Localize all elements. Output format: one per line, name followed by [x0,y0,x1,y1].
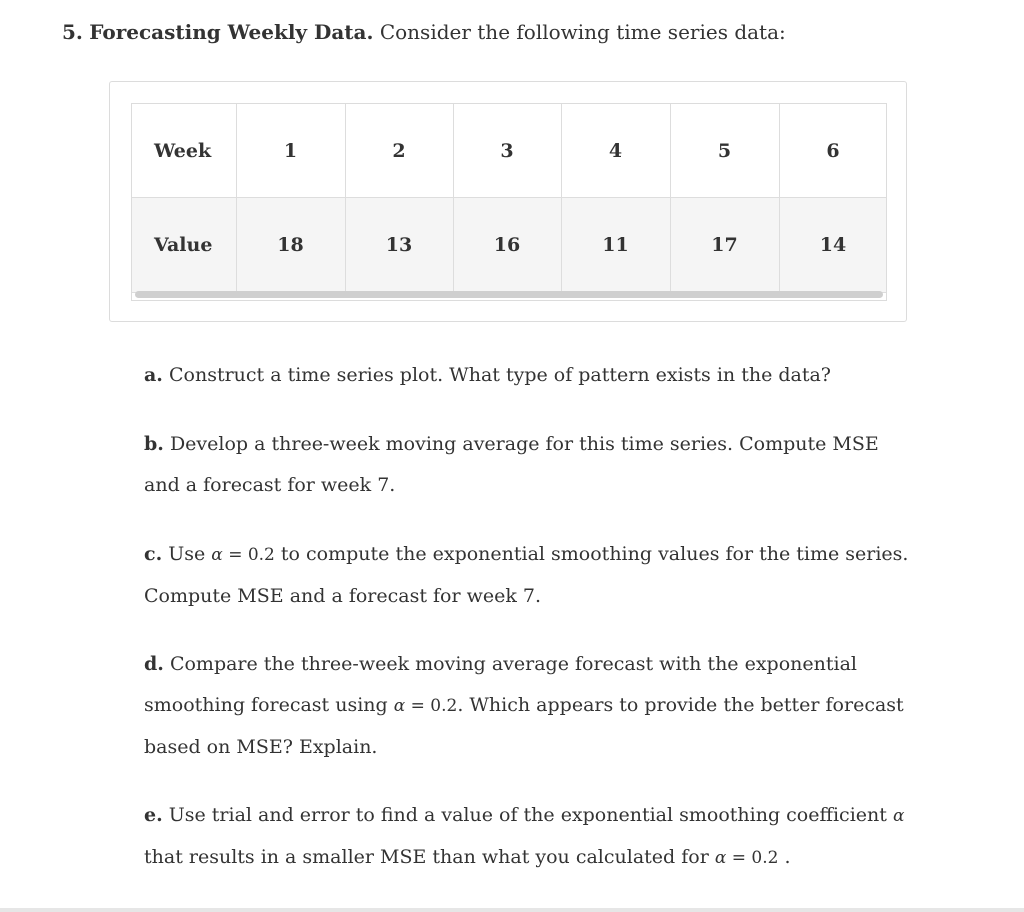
problem-title: Forecasting Weekly Data. [89,20,374,44]
alpha-expression [893,806,904,826]
question-label: d. [144,653,164,675]
alpha-value: = 0.2 [410,696,458,716]
week-cell: 2 [345,104,453,198]
question-text: . Which appears to provide the better forecast based on MSE? Explain. [144,694,904,758]
week-cell: 3 [453,104,561,198]
alpha-symbol: α [892,806,905,826]
alpha-value: = 0.2 [228,545,275,565]
question-text: Use trial and error to find a value of the exponential smoothing coefficient [168,804,887,826]
question-text: that results in a smaller MSE than what you calculated for [144,846,709,868]
horizontal-scrollbar[interactable] [135,291,883,298]
time-series-table [132,104,887,293]
question-a [144,355,914,396]
week-cell: 1 [236,104,345,198]
question-c [144,534,914,617]
alpha-expression [394,696,458,716]
alpha-value: = 0.2 [731,848,779,868]
alpha-symbol: α [714,848,727,868]
row-header-week: Week [132,104,236,198]
question-label: c. [144,543,163,565]
value-cell: 11 [561,198,670,293]
problem-number: 5. [62,20,83,44]
value-cell: 16 [453,198,561,293]
problem-intro: Consider the following time series data: [379,20,786,44]
week-cell: 6 [779,104,887,198]
alpha-symbol: α [393,696,406,716]
question-text: Use [168,543,206,565]
question-text: to compute the exponential smoothing values for the time series. Compute MSE and a forecast for week 7. [144,543,909,607]
question-d [144,644,914,768]
question-text: Develop a three-week moving average for this time series. Compute MSE and a forecast for week 7. [144,433,879,496]
alpha-expression [211,545,275,565]
alpha-symbol: α [211,545,223,565]
table-scroll-container[interactable] [131,103,887,301]
value-cell: 14 [779,198,887,293]
question-b [144,424,914,506]
data-table-card [109,81,907,322]
table-row-week [132,104,887,198]
question-label: b. [144,433,164,455]
week-cell: 4 [561,104,670,198]
question-label: a. [144,364,163,386]
value-cell: 18 [236,198,345,293]
page-bottom-edge [0,908,1024,912]
value-cell: 17 [670,198,779,293]
value-cell: 13 [345,198,453,293]
question-text: Compare the three-week moving average forecast with the exponential smoothing forecast using [144,653,857,716]
problem-heading [62,18,786,46]
alpha-expression [715,848,779,868]
table-row-value [132,198,887,293]
question-text: . [784,846,791,868]
week-cell: 5 [670,104,779,198]
row-header-value: Value [132,198,236,293]
question-e [144,795,914,879]
question-text: Construct a time series plot. What type of pattern exists in the data? [168,364,831,386]
question-label: e. [144,804,163,826]
